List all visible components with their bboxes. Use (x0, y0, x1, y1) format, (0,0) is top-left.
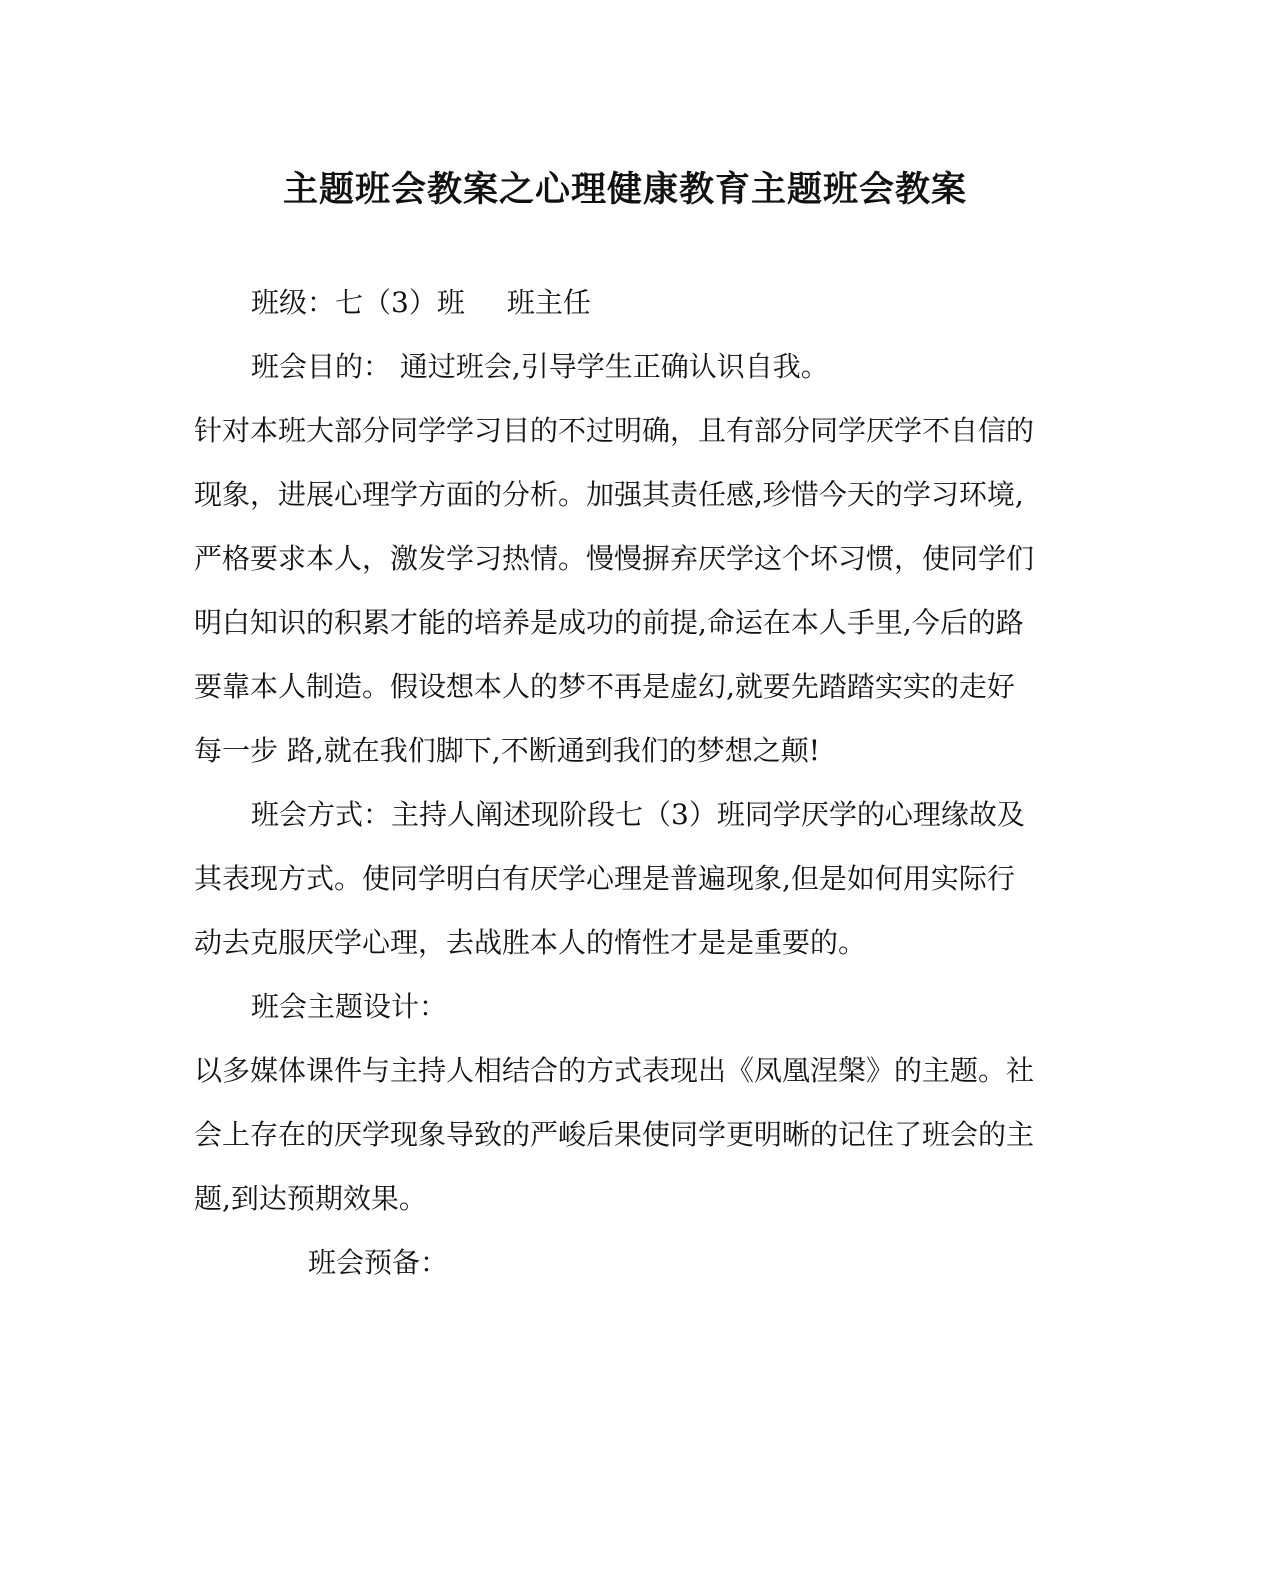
purpose-body-line: 明白知识的积累才能的培养是成功的前提,命运在本人手里,今后的路 (194, 606, 1024, 639)
method-line: 其表现方式。使同学明白有厌学心理是普遍现象,但是如何用实际行 (194, 862, 1015, 895)
teacher-label: 班主任 (506, 286, 591, 319)
purpose-body-line: 每一步 路,就在我们脚下,不断通到我们的梦想之颠! (194, 734, 820, 767)
prep-heading: 班会预备： (308, 1246, 449, 1279)
purpose-body-line: 要靠本人制造。假设想本人的梦不再是虚幻,就要先踏踏实实的走好 (194, 670, 1015, 703)
purpose-line: 班会目的： 通过班会,引导学生正确认识自我。 (251, 350, 829, 383)
theme-body-line: 会上存在的厌学现象导致的严峻后果使同学更明晰的记住了班会的主 (194, 1118, 1035, 1151)
theme-body-line: 题,到达预期效果。 (194, 1182, 427, 1215)
purpose-body-line: 现象，进展心理学方面的分析。加强其责任感,珍惜今天的学习环境, (194, 478, 1024, 511)
class-label: 班级：七（3）班 (251, 286, 465, 319)
document-body (194, 271, 1054, 1295)
purpose-body-line: 严格要求本人，激发学习热情。慢慢摒弃厌学这个坏习惯，使同学们 (194, 542, 1035, 575)
class-info-line (194, 271, 1054, 335)
theme-body-line: 以多媒体课件与主持人相结合的方式表现出《凤凰涅槃》的主题。社 (194, 1054, 1035, 1087)
method-line: 班会方式：主持人阐述现阶段七（3）班同学厌学的心理缘故及 (251, 798, 1025, 831)
theme-heading: 班会主题设计： (251, 990, 448, 1023)
purpose-body-line: 针对本班大部分同学学习目的不过明确，且有部分同学厌学不自信的 (194, 414, 1035, 447)
method-line: 动去克服厌学心理，去战胜本人的惰性才是是重要的。 (194, 926, 867, 959)
document-title: 主题班会教案之心理健康教育主题班会教案 (282, 169, 967, 210)
